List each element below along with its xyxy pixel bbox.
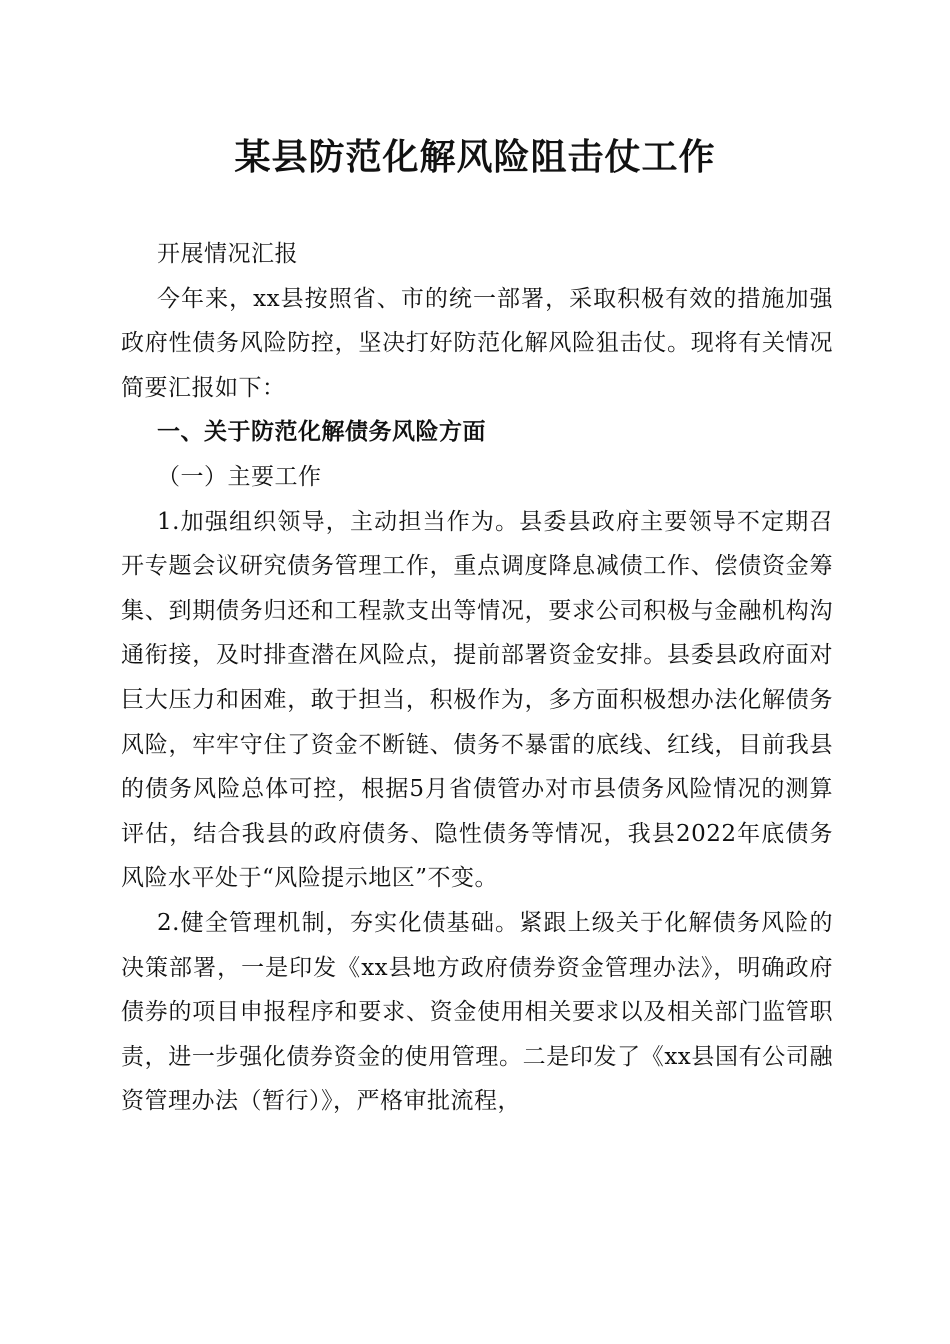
item-paragraph-1: 1.加强组织领导，主动担当作为。县委县政府主要领导不定期召开专题会议研究债务管理工作，重点调度降息减债工作、偿债资金筹集、到期债务归还和工程款支出等情况，要求公司积极与金融机构沟通衔接，及时排查潜在风险点，提前部署资金安排。县委县政府面对巨大压力和困难，敢于担当，积极作为，多方面积极想办法化解债务风险，牢牢守住了资金不断链、债务不暴雷的底线、红线，目前我县的债务风险总体可控，根据5月省债管办对市县债务风险情况的测算评估，结合我县的政府债务、隐性债务等情况，我县2022年底债务风险水平处于“风险提示地区”不变。 (121, 508, 833, 892)
subsection-heading: （一）主要工作 (157, 463, 322, 490)
item-paragraph-2: 2.健全管理机制，夯实化债基础。紧跟上级关于化解债务风险的决策部署，一是印发《xx县地方政府债券资金管理办法》，明确政府债券的项目申报程序和要求、资金使用相关要求以及相关部门监管职责，进一步强化债券资金的使用管理。二是印发了《xx县国有公司融资管理办法（暂行）》，严格审批流程， (121, 909, 833, 1115)
subtitle-line: 开展情况汇报 (157, 241, 298, 267)
intro-paragraph: 今年来，xx县按照省、市的统一部署，采取积极有效的措施加强政府性债务风险防控，坚决打好防范化解风险狙击仗。现将有关情况简要汇报如下： (121, 285, 833, 401)
document-body (121, 232, 833, 1124)
document-title: 某县防范化解风险阻击仗工作 (234, 136, 716, 178)
section-heading: 一、关于防范化解债务风险方面 (157, 419, 486, 446)
